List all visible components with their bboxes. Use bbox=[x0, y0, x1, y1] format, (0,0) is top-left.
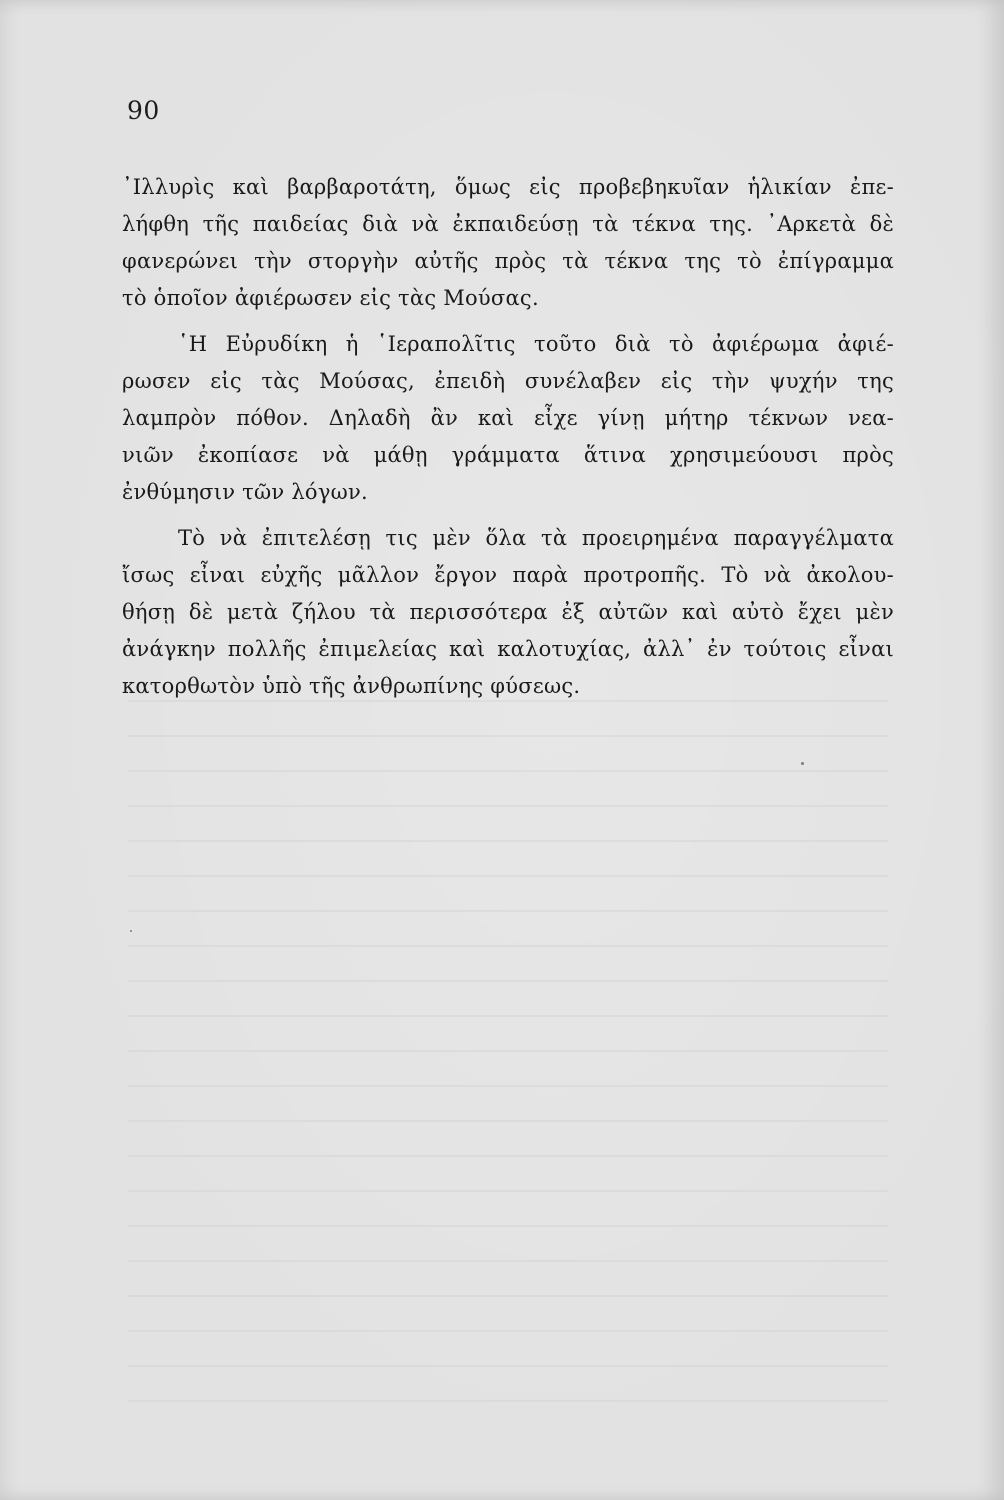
bleed-through-line bbox=[128, 735, 888, 737]
text-line: φανερώνει τὴν στοργὴν αὐτῆς πρὸς τὰ τέκνα της τὸ ἐπίγραμμα bbox=[122, 249, 894, 273]
text-line: Τὸ νὰ ἐπιτελέσῃ τις μὲν ὅλα τὰ προειρημένα παραγγέλματα bbox=[178, 526, 894, 550]
bleed-through-line bbox=[128, 980, 888, 982]
page-number: 90 bbox=[127, 96, 160, 125]
text-line: κατορθωτὸν ὑπὸ τῆς ἀνθρωπίνης φύσεως. bbox=[122, 674, 581, 698]
bleed-through-line bbox=[128, 1400, 888, 1402]
bleed-through-line bbox=[128, 1085, 888, 1087]
bleed-through-line bbox=[128, 840, 888, 842]
bleed-through-line bbox=[128, 805, 888, 807]
text-line: ἀνάγκην πολλῆς ἐπιμελείας καὶ καλοτυχίας, ἀλλ᾿ ἐν τούτοις εἶναι bbox=[122, 637, 894, 661]
bleed-through-line bbox=[128, 770, 888, 772]
bleed-through-line bbox=[128, 1365, 888, 1367]
bleed-through-line bbox=[128, 1120, 888, 1122]
bleed-through-line bbox=[128, 1050, 888, 1052]
bleed-through-line bbox=[128, 1295, 888, 1297]
text-line: λαμπρὸν πόθον. Δηλαδὴ ἂν καὶ εἶχε γίνῃ μήτηρ τέκνων νεα- bbox=[122, 406, 894, 430]
text-line: ρωσεν εἰς τὰς Μούσας, ἐπειδὴ συνέλαβεν εἰς τὴν ψυχήν της bbox=[122, 369, 894, 393]
bleed-through-line bbox=[128, 1015, 888, 1017]
bleed-through-line bbox=[128, 875, 888, 877]
bleed-through-line bbox=[128, 1190, 888, 1192]
bleed-through-line bbox=[128, 945, 888, 947]
bleed-through-line bbox=[128, 1260, 888, 1262]
text-line: ῾Η Εὐρυδίκη ἡ ῾Ιεραπολῖτις τοῦτο διὰ τὸ ἀφιέρωμα ἀφιέ- bbox=[178, 332, 894, 356]
text-line: ἐνθύμησιν τῶν λόγων. bbox=[122, 480, 368, 504]
text-line: θήσῃ δὲ μετὰ ζήλου τὰ περισσότερα ἐξ αὐτῶν καὶ αὐτὸ ἔχει μὲν bbox=[122, 600, 894, 624]
bleed-through-line bbox=[128, 910, 888, 912]
bleed-through-line bbox=[128, 1330, 888, 1332]
text-line: τὸ ὁποῖον ἀφιέρωσεν εἰς τὰς Μούσας. bbox=[122, 286, 539, 310]
bleed-through-line bbox=[128, 1225, 888, 1227]
ink-speck bbox=[801, 762, 804, 765]
text-line: ἴσως εἶναι εὐχῆς μᾶλλον ἔργον παρὰ προτροπῆς. Τὸ νὰ ἀκολου- bbox=[122, 563, 894, 587]
bleed-through-line bbox=[128, 1155, 888, 1157]
ink-speck bbox=[130, 930, 132, 932]
text-line: ᾿Ιλλυρὶς καὶ βαρβαροτάτη, ὅμως εἰς προβεβηκυῖαν ἡλικίαν ἐπε- bbox=[122, 175, 894, 199]
text-line: νιῶν ἐκοπίασε νὰ μάθῃ γράμματα ἅτινα χρησιμεύουσι πρὸς bbox=[122, 443, 894, 467]
text-line: λήφθη τῆς παιδείας διὰ νὰ ἐκπαιδεύσῃ τὰ τέκνα της. ᾿Αρκετὰ δὲ bbox=[122, 212, 894, 236]
